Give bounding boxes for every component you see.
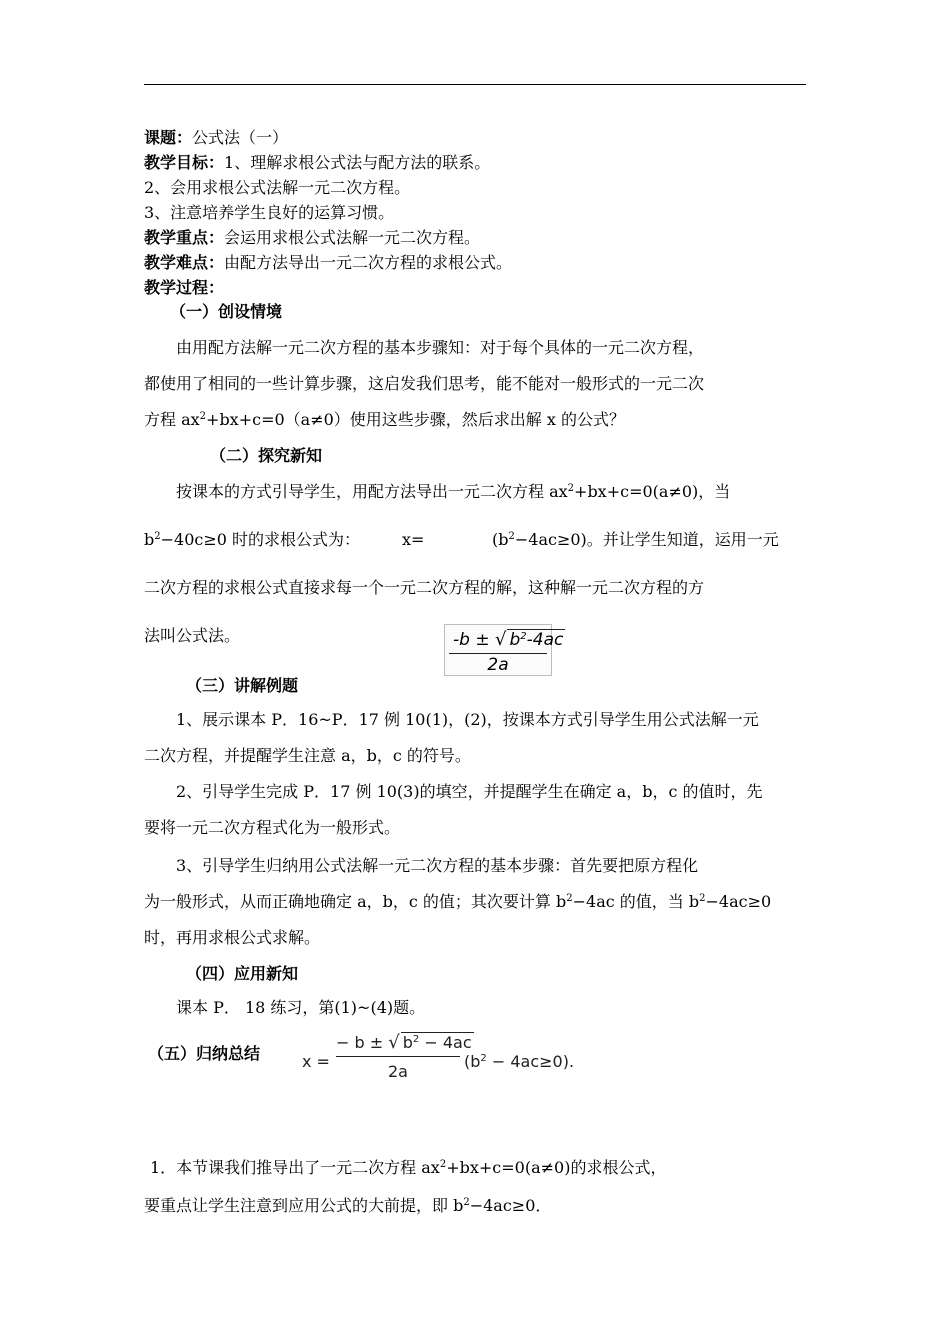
section-1-title: （一）创设情境 bbox=[170, 302, 283, 321]
process-label: 教学过程： bbox=[144, 278, 225, 297]
quadratic-formula-image bbox=[444, 624, 564, 676]
section-2-x-label: x= bbox=[402, 530, 425, 549]
summary-fraction-bar bbox=[336, 1056, 460, 1057]
focus-line: 教学重点：会运用求根公式法解一元二次方程。 bbox=[144, 228, 481, 247]
summary-formula-denominator: 2a bbox=[388, 1062, 408, 1081]
section-3-title: （三）讲解例题 bbox=[186, 676, 299, 695]
goals-item-2: 2、会用求根公式法解一元二次方程。 bbox=[144, 178, 411, 197]
summary-formula-numerator: − b ± √ $b^2 - 4ac$ bbox=[336, 1032, 472, 1053]
section-3-p3-line-1: 3、引导学生归纳用公式法解一元二次方程的基本步骤：首先要把原方程化 bbox=[176, 856, 699, 875]
summary-line-2: 要重点让学生注意到应用公式的大前提，即 $b^2-4ac\ge 0$． bbox=[144, 1196, 552, 1215]
section-3-p2-line-1: 2、引导学生完成 P．17 例 10(3)的填空，并提醒学生在确定 a，b，c 的值时，先 bbox=[176, 782, 763, 801]
section-2-line-3: 二次方程的求根公式直接求每一个一元二次方程的解，这种解一元二次方程的方 bbox=[144, 578, 705, 597]
summary-formula-condition: $(b^2 - 4ac\ge 0)$. bbox=[464, 1052, 575, 1071]
formula-denominator: 2a bbox=[487, 655, 509, 675]
section-2-line-2-cont: $(b^2-4ac\ge 0)$。并让学生知道，运用一元 bbox=[492, 530, 779, 549]
section-3-p1-line-1: 1、展示课本 P．16~P．17 例 10(1)，(2)，按课本方式引导学生用公式法解一元 bbox=[176, 710, 759, 729]
section-1-line-3: 方程 $ax^2+bx+c=0(a\ne 0)$使用这些步骤，然后求出解 x 的公式？ bbox=[144, 410, 625, 429]
goals-item-3: 3、注意培养学生良好的运算习惯。 bbox=[144, 203, 395, 222]
section-2-line-2: $b^2-40c\ge 0$ 时的求根公式为： bbox=[144, 530, 361, 549]
summary-formula-lhs: x = bbox=[302, 1052, 330, 1071]
header-rule bbox=[144, 84, 806, 85]
section-5-title: （五）归纳总结 bbox=[148, 1044, 261, 1063]
section-3-p3-line-3: 时，再用求根公式求解。 bbox=[144, 928, 321, 947]
section-2-line-4: 法叫公式法。 bbox=[144, 626, 241, 645]
section-4-line-1: 课本 P． 18 练习，第(1)~(4)题。 bbox=[176, 998, 426, 1017]
topic-line: 课题：公式法（一） bbox=[144, 128, 289, 147]
difficulty-line: 教学难点：由配方法导出一元二次方程的求根公式。 bbox=[144, 253, 513, 272]
section-3-p1-line-2: 二次方程，并提醒学生注意 a，b，c 的符号。 bbox=[144, 746, 471, 765]
section-3-p3-line-2: 为一般形式，从而正确地确定 a，b，c 的值；其次要计算 $b^2-4ac$ 的值，当 $b^2-4ac\ge 0$ bbox=[144, 892, 772, 911]
section-2-title: （二）探究新知 bbox=[210, 446, 323, 465]
section-1-line-1: 由用配方法解一元二次方程的基本步骤知：对于每个具体的一元二次方程， bbox=[176, 338, 705, 357]
summary-line-1: 1．本节课我们推导出了一元二次方程 $ax^2+bx+c=0(a\ne 0)$的求根公式， bbox=[150, 1158, 667, 1177]
section-1-line-2: 都使用了相同的一些计算步骤，这启发我们思考，能不能对一般形式的一元二次 bbox=[144, 374, 705, 393]
section-3-p2-line-2: 要将一元二次方程式化为一般形式。 bbox=[144, 818, 401, 837]
section-4-title: （四）应用新知 bbox=[186, 964, 299, 983]
section-2-line-1: 按课本的方式引导学生，用配方法导出一元二次方程 $ax^2+bx+c=0(a\ne 0)$，当 bbox=[176, 482, 731, 501]
formula-numerator: -b ± √ $b^2-4ac$ bbox=[453, 629, 564, 650]
summary-formula bbox=[302, 1032, 592, 1088]
fraction-bar bbox=[449, 653, 547, 654]
goals-line: 教学目标：1、理解求根公式法与配方法的联系。 bbox=[144, 153, 491, 172]
